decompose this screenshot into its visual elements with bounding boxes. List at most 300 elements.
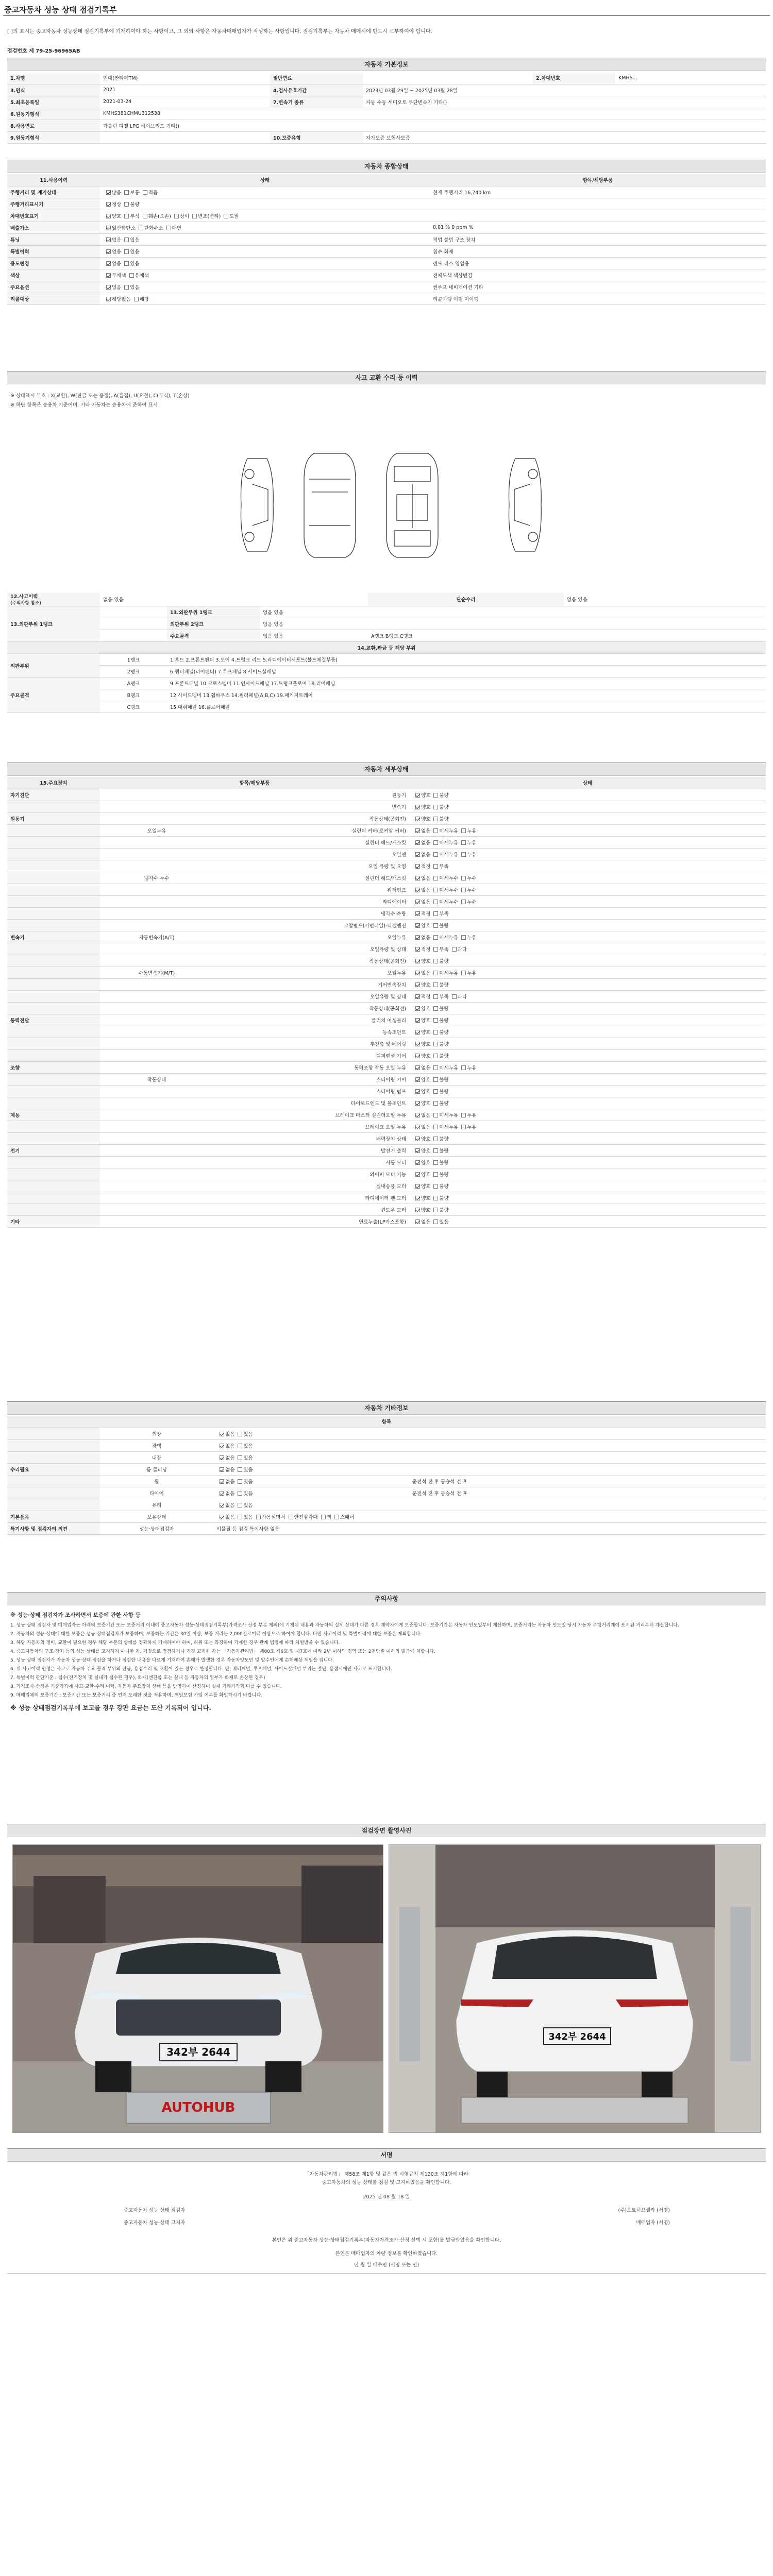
damage-row bbox=[7, 630, 766, 642]
checkbox-option[interactable] bbox=[192, 214, 197, 218]
detail-item-state bbox=[409, 884, 766, 895]
other-group-label bbox=[7, 1499, 100, 1511]
checkbox-option[interactable] bbox=[415, 793, 420, 798]
checkbox-option[interactable] bbox=[415, 1101, 420, 1106]
checkbox-label: 탄화수소 bbox=[144, 225, 163, 231]
checkbox-option[interactable] bbox=[415, 947, 420, 952]
detail-item-label: 실내송풍 모터 bbox=[213, 1180, 409, 1192]
general-row bbox=[7, 293, 766, 304]
other-group-label: 특기사항 및 점검자의 의견 bbox=[7, 1522, 100, 1534]
checkbox-option[interactable] bbox=[220, 1455, 224, 1460]
checkbox-option[interactable] bbox=[415, 1148, 420, 1153]
other-row bbox=[7, 1487, 766, 1499]
field-label: 4.검사유효기간 bbox=[270, 84, 363, 96]
checkbox-label: 사용설명서 bbox=[261, 1514, 285, 1520]
checkbox-option[interactable] bbox=[415, 1089, 420, 1094]
general-item-state bbox=[100, 269, 430, 281]
checkbox-option[interactable] bbox=[238, 1503, 242, 1507]
checkbox-label: 누유 bbox=[467, 1112, 477, 1118]
checkbox-label: 양호 bbox=[421, 1018, 431, 1024]
checkbox-option[interactable] bbox=[433, 923, 438, 928]
checkbox-option[interactable] bbox=[433, 1208, 438, 1212]
damage-legend-codes: ※ 상태표시 부호 : X(교환), W(판금 또는 용접), A(흠집), U(요철), C(부식), T(손상) bbox=[10, 393, 190, 399]
checkbox-option[interactable] bbox=[433, 1077, 438, 1082]
checkbox-option[interactable] bbox=[433, 1148, 438, 1153]
checkbox-option[interactable] bbox=[433, 935, 438, 940]
detail-item-state bbox=[409, 907, 766, 919]
detail-item-state bbox=[409, 1061, 766, 1073]
checkbox-option[interactable] bbox=[124, 249, 129, 254]
checkbox-option[interactable] bbox=[415, 1042, 420, 1046]
checkbox-option[interactable] bbox=[433, 852, 438, 857]
detail-subgroup-label bbox=[100, 1026, 213, 1038]
checkbox-option[interactable] bbox=[220, 1444, 224, 1448]
checkbox-option[interactable] bbox=[433, 840, 438, 845]
checkbox-label: 부족 bbox=[439, 994, 449, 1000]
checkbox-label: 불량 bbox=[439, 1172, 449, 1178]
damage-label: 12.사고이력 (주의사항 참조) bbox=[7, 592, 100, 606]
detail-row bbox=[7, 812, 766, 824]
detail-item-state bbox=[409, 990, 766, 1002]
detail-item-state bbox=[409, 1049, 766, 1061]
checkbox-label: 적정 bbox=[421, 994, 431, 1000]
damage-value: 없음 있음 bbox=[260, 618, 766, 630]
detail-item-state bbox=[409, 1168, 766, 1180]
checkbox-option[interactable] bbox=[415, 1054, 420, 1058]
detail-group-label: 변속기 bbox=[7, 931, 100, 943]
basic-row bbox=[7, 72, 766, 84]
field-label: 2.차대번호 bbox=[533, 72, 615, 84]
detail-group-label bbox=[7, 848, 100, 860]
rank-row bbox=[7, 701, 766, 713]
checkbox-option[interactable] bbox=[461, 852, 466, 857]
general-row bbox=[7, 281, 766, 293]
checkbox-option[interactable] bbox=[433, 1065, 438, 1070]
checkbox-option[interactable] bbox=[415, 1077, 420, 1082]
other-item-state bbox=[213, 1487, 409, 1499]
checkbox-option[interactable] bbox=[238, 1444, 242, 1448]
detail-row bbox=[7, 1215, 766, 1227]
detail-subgroup-label bbox=[100, 1144, 213, 1156]
checkbox-option[interactable] bbox=[415, 900, 420, 904]
general-item-state bbox=[100, 198, 430, 210]
checkbox-option[interactable] bbox=[433, 1172, 438, 1177]
checkbox-label: 있음 bbox=[243, 1443, 253, 1449]
checkbox-option[interactable] bbox=[106, 285, 111, 290]
basic-row bbox=[7, 131, 766, 143]
checkbox-option[interactable] bbox=[415, 1113, 420, 1117]
checkbox-option[interactable] bbox=[415, 1219, 420, 1224]
checkbox-label: 없음 bbox=[421, 1124, 431, 1130]
checkbox-label: 변조(변타) bbox=[198, 213, 221, 219]
field-label: 3.연식 bbox=[7, 84, 100, 96]
checkbox-label: 안전삼각대 bbox=[294, 1514, 318, 1520]
receiver-signature-line[interactable]: 년 월 일 매수인 (서명 또는 인) bbox=[354, 2262, 419, 2268]
detail-row bbox=[7, 872, 766, 884]
checkbox-option[interactable] bbox=[433, 1219, 438, 1224]
detail-subgroup-label: 수동변속기(M/T) bbox=[100, 967, 213, 978]
checkbox-option[interactable] bbox=[220, 1503, 224, 1507]
dealer-signature[interactable]: 매매업자 (서명) bbox=[636, 2220, 670, 2226]
checkbox-label: 불량 bbox=[130, 201, 140, 208]
general-header-row bbox=[7, 174, 766, 186]
detail-row bbox=[7, 967, 766, 978]
checkbox-option[interactable] bbox=[461, 840, 466, 845]
detail-item-label: 스티어링 펌프 bbox=[213, 1085, 409, 1097]
checkbox-option[interactable] bbox=[433, 1089, 438, 1094]
caution-item: 2. 자동차의 성능·상태에 대한 보증은 성능·상태점검자가 보증하며, 보증하는 기간은 30일 이상, 보증 거리는 2,000킬로미터 이상으로 하여야 합니다. 다만 사고이력 및 특별이력에 대한 보증은 제외합니다. bbox=[10, 1632, 422, 1637]
checkbox-option[interactable] bbox=[415, 971, 420, 975]
checkbox-option[interactable] bbox=[166, 226, 171, 230]
checkbox-label: 미세누유 bbox=[439, 970, 459, 976]
checkbox-option[interactable] bbox=[433, 1160, 438, 1165]
damage-value: 없음 있음 bbox=[260, 630, 368, 642]
checkbox-option[interactable] bbox=[415, 1137, 420, 1141]
checkbox-option[interactable] bbox=[238, 1455, 242, 1460]
checkbox-label: 없음 bbox=[112, 284, 122, 291]
checkbox-option[interactable] bbox=[143, 214, 147, 218]
checkbox-label: 불량 bbox=[439, 1183, 449, 1190]
checkbox-option[interactable] bbox=[433, 971, 438, 975]
checkbox-option[interactable] bbox=[415, 982, 420, 987]
checkbox-option[interactable] bbox=[106, 214, 111, 218]
checkbox-option[interactable] bbox=[415, 805, 420, 809]
checkbox-option[interactable] bbox=[238, 1491, 242, 1496]
checkbox-option[interactable] bbox=[415, 828, 420, 833]
caution-item: 5. 성능·상태 점검자가 자동차 성능·상태 점검을 하거나 점검한 내용을 다르게 기재하여 손해가 발생한 경우 자동차양도인 및 양수인에게 손해배상 책임을 집니다. bbox=[10, 1658, 334, 1663]
checkbox-option[interactable] bbox=[415, 1006, 420, 1011]
detail-group-label bbox=[7, 872, 100, 884]
detail-row bbox=[7, 1061, 766, 1073]
checkbox-option[interactable] bbox=[334, 1515, 339, 1519]
checkbox-option[interactable] bbox=[452, 994, 457, 999]
checkbox-option[interactable] bbox=[433, 1054, 438, 1058]
document-title: 중고자동차 성능 상태 점검기록부 bbox=[4, 5, 117, 14]
checkbox-label: 불량 bbox=[439, 923, 449, 929]
checkbox-option[interactable] bbox=[415, 923, 420, 928]
checkbox-option[interactable] bbox=[415, 852, 420, 857]
detail-group-label bbox=[7, 1026, 100, 1038]
other-group-label: 기본품목 bbox=[7, 1511, 100, 1522]
general-row bbox=[7, 233, 766, 245]
detail-group-label bbox=[7, 943, 100, 955]
detail-item-state bbox=[409, 978, 766, 990]
checkbox-option[interactable] bbox=[220, 1515, 224, 1519]
other-item-label: 외장 bbox=[100, 1428, 213, 1439]
checkbox-label: 있음 bbox=[243, 1455, 253, 1461]
checkbox-label: 스패너 bbox=[340, 1514, 355, 1520]
field-value: KMHS... bbox=[615, 72, 766, 84]
checkbox-label: 없음 bbox=[225, 1467, 235, 1473]
checkbox-option[interactable] bbox=[129, 273, 134, 278]
checkbox-label: 없음 bbox=[421, 1219, 431, 1225]
column-header: 상태 bbox=[409, 777, 766, 789]
front-car-illustration bbox=[13, 1845, 383, 2133]
column-header: 15.주요장치 bbox=[7, 777, 100, 789]
detail-item-label: 실린더 헤드/개스킷 bbox=[213, 836, 409, 848]
detail-group-label: 동력전달 bbox=[7, 1014, 100, 1026]
title-divider bbox=[3, 15, 770, 16]
checkbox-label: 불량 bbox=[439, 1195, 449, 1201]
inspector-signature[interactable]: (주)오토허브셀카 (서명) bbox=[618, 2208, 670, 2213]
detail-subgroup-label bbox=[100, 907, 213, 919]
checkbox-option[interactable] bbox=[461, 876, 466, 880]
section-detail-header: 자동차 세부상태 bbox=[7, 762, 766, 776]
checkbox-option[interactable] bbox=[106, 249, 111, 254]
checkbox-option[interactable] bbox=[321, 1515, 326, 1519]
detail-item-label: 클러치 어셈블리 bbox=[213, 1014, 409, 1026]
checkbox-option[interactable] bbox=[433, 1006, 438, 1011]
other-group-label bbox=[7, 1475, 100, 1487]
checkbox-option[interactable] bbox=[124, 190, 129, 195]
checkbox-label: 불량 bbox=[439, 816, 449, 822]
checkbox-option[interactable] bbox=[224, 214, 228, 218]
section-basic-header: 자동차 기본정보 bbox=[7, 58, 766, 71]
checkbox-option[interactable] bbox=[415, 911, 420, 916]
column-header: 항목/해당부품 bbox=[100, 777, 409, 789]
checkbox-option[interactable] bbox=[433, 817, 438, 821]
checkbox-option[interactable] bbox=[433, 1184, 438, 1189]
checkbox-option[interactable] bbox=[415, 1172, 420, 1177]
detail-item-state bbox=[409, 895, 766, 907]
checkbox-option[interactable] bbox=[106, 273, 111, 278]
checkbox-option[interactable] bbox=[238, 1479, 242, 1484]
checkbox-option[interactable] bbox=[415, 994, 420, 999]
detail-item-label: 냉각수 수량 bbox=[213, 907, 409, 919]
checkbox-label: 과다 bbox=[457, 946, 467, 953]
checkbox-option[interactable] bbox=[220, 1467, 224, 1472]
checkbox-label: 없음 bbox=[421, 935, 431, 941]
checkbox-option[interactable] bbox=[124, 285, 129, 290]
detail-item-label: 디퍼렌셜 기어 bbox=[213, 1049, 409, 1061]
checkbox-option[interactable] bbox=[106, 202, 111, 207]
detail-item-state bbox=[409, 967, 766, 978]
caution-item: 6. 위 사고이력 인정은 사고로 자동차 주요 골격 부위의 판금, 용접수리 및 교환이 있는 경우로 한정합니다. 단, 쿼터패널, 루프패널, 사이드실패널 부위는 절단, 용접시에만 사고로 표기합니다. bbox=[10, 1667, 392, 1672]
document-notice: [ ]의 표시는 중고자동차 성능상태 점검기록부에 기재하여야 하는 사항이고, 그 외의 사항은 자동차매매업자가 작성하는 사항입니다. 점검기록부는 자동차 매매시에 반드시 교부하여야 합니다. bbox=[7, 29, 432, 35]
checkbox-option[interactable] bbox=[433, 828, 438, 833]
checkbox-option[interactable] bbox=[433, 1113, 438, 1117]
checkbox-option[interactable] bbox=[143, 190, 147, 195]
checkbox-option[interactable] bbox=[134, 297, 139, 301]
checkbox-option[interactable] bbox=[452, 947, 457, 952]
checkbox-option[interactable] bbox=[139, 226, 143, 230]
detail-group-label: 조향 bbox=[7, 1061, 100, 1073]
checkbox-option[interactable] bbox=[238, 1515, 242, 1519]
detail-item-state bbox=[409, 1156, 766, 1168]
checkbox-label: 양호 bbox=[421, 792, 431, 799]
detail-item-state bbox=[409, 848, 766, 860]
checkbox-option[interactable] bbox=[433, 888, 438, 892]
checkbox-option[interactable] bbox=[124, 238, 129, 242]
checkbox-option[interactable] bbox=[415, 1125, 420, 1129]
checkbox-option[interactable] bbox=[433, 1018, 438, 1023]
detail-item-label: 작동상태(공회전) bbox=[213, 1002, 409, 1014]
checkbox-label: 매연 bbox=[172, 225, 181, 231]
checkbox-label: 미세누유 bbox=[439, 840, 459, 846]
other-item-note: 운전석 전 후 동승석 전 후 bbox=[409, 1487, 766, 1499]
detail-item-state bbox=[409, 1121, 766, 1132]
checkbox-option[interactable] bbox=[415, 1196, 420, 1200]
general-row bbox=[7, 198, 766, 210]
checkbox-option[interactable] bbox=[433, 1030, 438, 1035]
checkbox-option[interactable] bbox=[106, 297, 111, 301]
detail-item-state bbox=[409, 860, 766, 872]
front-inspection-photo bbox=[12, 1844, 383, 2133]
checkbox-option[interactable] bbox=[415, 959, 420, 963]
detail-group-label bbox=[7, 1002, 100, 1014]
checkbox-option[interactable] bbox=[220, 1479, 224, 1484]
other-item-note bbox=[409, 1499, 766, 1511]
checkbox-option[interactable] bbox=[106, 261, 111, 266]
detail-item-state bbox=[409, 1144, 766, 1156]
checkbox-option[interactable] bbox=[461, 1113, 466, 1117]
checkbox-option[interactable] bbox=[433, 1196, 438, 1200]
rank-label: 2랭크 bbox=[100, 666, 167, 677]
checkbox-option[interactable] bbox=[415, 864, 420, 869]
section-damage-header: 사고 교환 수리 등 이력 bbox=[7, 371, 766, 384]
checkbox-option[interactable] bbox=[461, 971, 466, 975]
detail-subgroup-label bbox=[100, 1109, 213, 1121]
detail-row bbox=[7, 860, 766, 872]
checkbox-label: 불량 bbox=[439, 958, 449, 964]
checkbox-option[interactable] bbox=[238, 1467, 242, 1472]
detail-subgroup-label bbox=[100, 1038, 213, 1049]
checkbox-option[interactable] bbox=[433, 911, 438, 916]
detail-item-state bbox=[409, 1026, 766, 1038]
checkbox-option[interactable] bbox=[433, 864, 438, 869]
general-item-note: 현재 주행거리 16,740 km bbox=[430, 186, 766, 198]
other-group-label bbox=[7, 1451, 100, 1463]
general-item-state bbox=[100, 210, 430, 222]
other-item-label: 성능·상태점검자 bbox=[100, 1522, 213, 1534]
rank-row bbox=[7, 677, 766, 689]
detail-group-label bbox=[7, 1168, 100, 1180]
checkbox-option[interactable] bbox=[433, 994, 438, 999]
checkbox-option[interactable] bbox=[433, 1137, 438, 1141]
checkbox-option[interactable] bbox=[124, 214, 129, 218]
checkbox-label: 있음 bbox=[243, 1502, 253, 1509]
front-plate-number: 342부 2644 bbox=[166, 2046, 230, 2058]
checkbox-option[interactable] bbox=[433, 805, 438, 809]
checkbox-option[interactable] bbox=[433, 1042, 438, 1046]
sign-statement-2: 중고자동차의 성능·상태를 점검 및 고지하였음을 확인합니다. bbox=[322, 2180, 451, 2185]
checkbox-option[interactable] bbox=[433, 793, 438, 798]
checkbox-option[interactable] bbox=[433, 947, 438, 952]
detail-item-label: 오일누유 bbox=[213, 967, 409, 978]
detail-subgroup-label bbox=[100, 1204, 213, 1215]
general-row bbox=[7, 269, 766, 281]
detail-header-row bbox=[7, 777, 766, 789]
checkbox-option[interactable] bbox=[433, 1125, 438, 1129]
checkbox-label: 누유 bbox=[467, 1065, 477, 1071]
section-general-header: 자동차 종합상태 bbox=[7, 160, 766, 173]
checkbox-option[interactable] bbox=[461, 1065, 466, 1070]
field-value: 가솔린 디젤 LPG 하이브리드 기타() bbox=[100, 120, 766, 131]
detail-item-label: 원동기 bbox=[213, 789, 409, 801]
other-item-note bbox=[409, 1451, 766, 1463]
checkbox-option[interactable] bbox=[433, 959, 438, 963]
checkbox-option[interactable] bbox=[256, 1515, 261, 1519]
checkbox-label: 부족 bbox=[439, 863, 449, 870]
detail-row bbox=[7, 1109, 766, 1121]
detail-row bbox=[7, 884, 766, 895]
checkbox-label: 양호 bbox=[421, 1195, 431, 1201]
other-item-note bbox=[409, 1428, 766, 1439]
checkbox-option[interactable] bbox=[433, 900, 438, 904]
detail-subgroup-label bbox=[100, 1049, 213, 1061]
checkbox-option[interactable] bbox=[415, 817, 420, 821]
damage-label: 주요골격 bbox=[167, 630, 260, 642]
checkbox-label: 미세누유 bbox=[439, 852, 459, 858]
checkbox-option[interactable] bbox=[106, 226, 111, 230]
checkbox-option[interactable] bbox=[433, 1101, 438, 1106]
other-item-label: 유리 bbox=[100, 1499, 213, 1511]
column-header: 11.사용이력 bbox=[7, 174, 100, 186]
checkbox-option[interactable] bbox=[124, 202, 129, 207]
detail-subgroup-label bbox=[100, 955, 213, 967]
other-row bbox=[7, 1522, 766, 1534]
checkbox-option[interactable] bbox=[415, 1065, 420, 1070]
checkbox-option[interactable] bbox=[289, 1515, 293, 1519]
checkbox-option[interactable] bbox=[461, 1125, 466, 1129]
checkbox-label: 있음 bbox=[439, 1219, 449, 1225]
general-item-label: 용도변경 bbox=[7, 257, 100, 269]
detail-group-label bbox=[7, 801, 100, 812]
checkbox-option[interactable] bbox=[415, 1030, 420, 1035]
checkbox-label: 미세누유 bbox=[439, 1124, 459, 1130]
detail-subgroup-label bbox=[100, 990, 213, 1002]
checkbox-option[interactable] bbox=[415, 1018, 420, 1023]
detail-group-label bbox=[7, 1085, 100, 1097]
detail-row bbox=[7, 955, 766, 967]
checkbox-label: 없음 bbox=[112, 261, 122, 267]
detail-subgroup-label bbox=[100, 1085, 213, 1097]
checkbox-option[interactable] bbox=[415, 888, 420, 892]
checkbox-option[interactable] bbox=[124, 261, 129, 266]
damage-row bbox=[7, 592, 766, 606]
checkbox-option[interactable] bbox=[415, 840, 420, 845]
detail-group-label bbox=[7, 978, 100, 990]
checkbox-option[interactable] bbox=[415, 876, 420, 880]
checkbox-option[interactable] bbox=[433, 876, 438, 880]
checkbox-option[interactable] bbox=[433, 982, 438, 987]
checkbox-option[interactable] bbox=[106, 238, 111, 242]
checkbox-option[interactable] bbox=[174, 214, 179, 218]
checkbox-option[interactable] bbox=[220, 1432, 224, 1436]
detail-group-label bbox=[7, 895, 100, 907]
other-item-label: 타이어 bbox=[100, 1487, 213, 1499]
checkbox-label: 미세누유 bbox=[439, 1112, 459, 1118]
checkbox-option[interactable] bbox=[461, 935, 466, 940]
detail-subgroup-label bbox=[100, 1215, 213, 1227]
checkbox-option[interactable] bbox=[220, 1491, 224, 1496]
detail-item-state bbox=[409, 1132, 766, 1144]
other-item-state bbox=[213, 1475, 409, 1487]
checkbox-option[interactable] bbox=[415, 935, 420, 940]
checkbox-option[interactable] bbox=[106, 190, 111, 195]
checkbox-option[interactable] bbox=[461, 888, 466, 892]
checkbox-option[interactable] bbox=[461, 828, 466, 833]
detail-group-label bbox=[7, 1097, 100, 1109]
checkbox-label: 누유 bbox=[467, 840, 477, 846]
detail-group-label bbox=[7, 907, 100, 919]
checkbox-option[interactable] bbox=[415, 1208, 420, 1212]
detail-row bbox=[7, 943, 766, 955]
checkbox-option[interactable] bbox=[461, 900, 466, 904]
checkbox-option[interactable] bbox=[238, 1432, 242, 1436]
checkbox-option[interactable] bbox=[415, 1160, 420, 1165]
checkbox-option[interactable] bbox=[415, 1184, 420, 1189]
